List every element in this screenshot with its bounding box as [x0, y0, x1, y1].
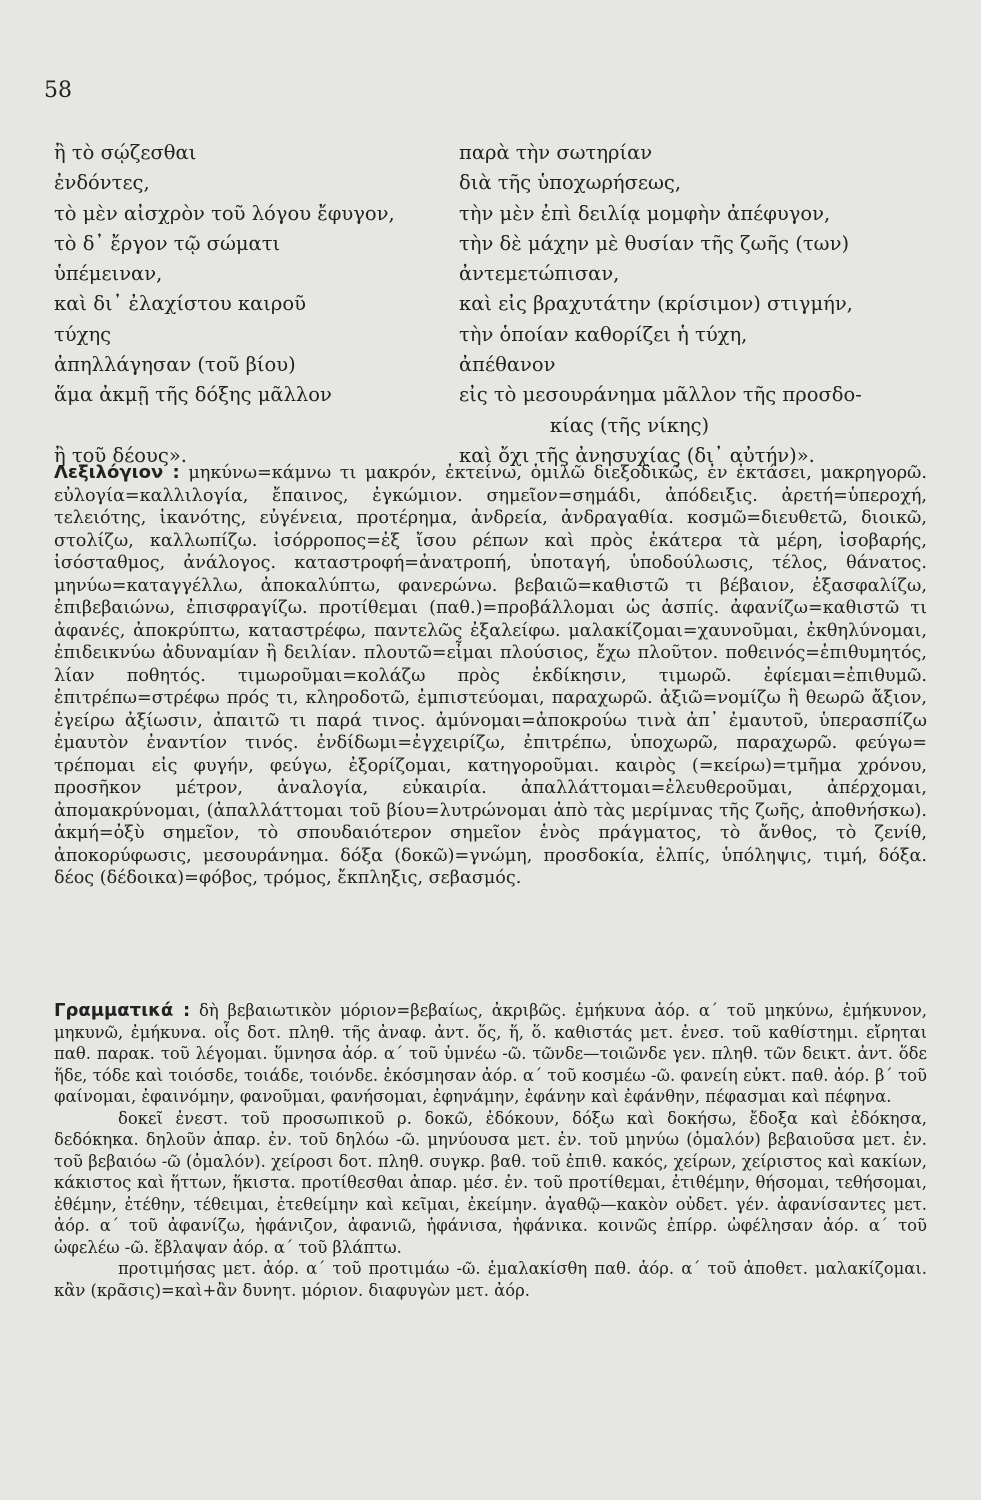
original-line: ἢ τὸ σῴζεσθαι	[54, 141, 197, 164]
glossary-section	[54, 462, 927, 890]
translation-line: τὴν μὲν ἐπὶ δειλίᾳ μομφὴν ἀπέφυγον,	[459, 201, 831, 225]
translation-line: καὶ ὄχι τῆς ἀνησυχίας (δι᾿ αὐτήν)».	[459, 443, 815, 467]
glossary-text: μηκύνω=κάμνω τι μακρόν, ἐκτείνω, ὁμιλῶ διεξοδικῶς, ἐν ἐκτάσει, μακρηγορῶ. εὐλογία=καλλιλογία, ἔπαινος, ἐγκώμιον. σημεῖον=σημάδι, ἀπόδειξις. ἀρετή=ὑπεροχή, τελειότης, ἱκανότης, εὐγένεια, προτέρημα, ἀνδρεία, ἀνδραγαθία. κοσμῶ=διευθετῶ, διοικῶ, στολίζω, καλλωπίζω. ἰσόρροπος=ἐξ ἴσου ρέπων καὶ πρὸς ἑκάτερα τὰ μέρη, ἰσοβαρής, ἰσόσταθμος, ἀνάλογος. καταστροφή=ἀνατροπή, ὑποταγή, ὑποδούλωσις, τέλος, θάνατος. μηνύω=καταγγέλλω, ἀποκαλύπτω, φανερώνω. βεβαιῶ=καθιστῶ τι βέβαιον, ἐξασφαλίζω, ἐπιβεβαιώνω, ἐπισφραγίζω. προτίθεμαι (παθ.)=προβάλλομαι ὡς ἀσπίς. ἀφανίζω=καθιστῶ τι ἀφανές, ἀποκρύπτω, καταστρέφω, παντελῶς ἐξαλείφω. μαλακίζομαι=χαυνοῦμαι, ἐκθηλύνομαι, ἐπιδεικνύω ἀδυναμίαν ἢ δειλίαν. πλουτῶ=εἶμαι πλούσιος, ἔχω πλοῦτον. ποθεινός=ἐπιθυμητός, λίαν ποθητός. τιμωροῦμαι=κολάζω πρὸς ἐκδίκησιν, τιμωρῶ. ἐφίεμαι=ἐπιθυμῶ. ἐπιτρέπω=στρέφω πρός τι, κληροδοτῶ, ἐμπιστεύομαι, παραχωρῶ. ἀξιῶ=νομίζω ἢ θεωρῶ ἄξιον, ἐγείρω ἀξίωσιν, ἀπαιτῶ τι παρά τινος. ἀμύνομαι=ἀποκρούω τινὰ ἀπ᾿ ἐμαυτοῦ, ὑπερασπίζω ἐμαυτὸν ἐναντίον τινός. ἐνδίδωμι=ἐγχειρίζω, ἐπιτρέπω, ὑποχωρῶ, παραχωρῶ. φεύγω= τρέπομαι εἰς φυγήν, φεύγω, ἐξορίζομαι, κατηγοροῦμαι. καιρὸς (=κείρω)=τμῆμα χρόνου, προσῆκον μέτρον, ἀναλογία, εὐκαιρία. ἀπαλλάττομαι=ἐλευθεροῦμαι, ἀπέρχομαι, ἀπομακρύνομαι, (ἀπαλλάττομαι τοῦ βίου=λυτρώνομαι ἀπὸ τὰς μερίμνας τῆς ζωῆς, ἀποθνήσκω). ἀκμή=ὀξὺ σημεῖον, τὸ σπουδαιότερον σημεῖον ἑνὸς πράγματος, τὸ ἄνθος, τὸ ζενίθ, ἀποκορύφωσις, μεσουράνημα. δόξα (δοκῶ)=γνώμη, προσδοκία, ἐλπίς, ὑπόληψις, τιμή, δόξα. δέος (δέδοικα)=φόβος, τρόμος, ἔκπληξις, σεβασμός.	[54, 463, 927, 888]
glossary-heading: Λεξιλόγιον :	[54, 462, 180, 483]
grammar-text: δὴ βεβαιωτικὸν μόριον=βεβαίως, ἀκριβῶς. ἐμήκυνα ἀόρ. α΄ τοῦ μηκύνω, ἐμήκυνον, μηκυνῶ, ἐμήκυνα. οἷς δοτ. πληθ. τῆς ἀναφ. ἀντ. ὅς, ἥ, ὅ. καθιστάς μετ. ἐνεσ. τοῦ καθίστημι. εἴρηται παθ. παρακ. τοῦ λέγομαι. ὕμνησα ἀόρ. α΄ τοῦ ὑμνέω -ῶ. τῶνδε—τοιῶνδε γεν. πληθ. τῶν δεικτ. ἀντ. ὅδε ἥδε, τόδε καὶ τοιόσδε, τοιάδε, τοιόνδε. ἐκόσμησαν ἀόρ. α΄ τοῦ κοσμέω -ῶ. φανείη εὐκτ. παθ. ἀόρ. β΄ τοῦ φαίνομαι, ἐφαινόμην, φανοῦμαι, φανήσομαι, ἐφηνάμην, ἐφάνην καὶ ἐφάνθην, πέφασμαι καὶ πέφηνα.	[54, 1001, 927, 1106]
original-line: ὑπέμειναν,	[54, 262, 163, 286]
translation-line: τὴν ὁποίαν καθορίζει ἡ τύχη,	[459, 322, 748, 346]
parallel-row	[50, 350, 950, 380]
parallel-row	[50, 320, 950, 350]
translation-line: καὶ εἰς βραχυτάτην (κρίσιμον) στιγμήν,	[459, 292, 853, 316]
parallel-row	[50, 138, 950, 168]
parallel-translation	[50, 138, 950, 471]
original-line	[50, 411, 459, 441]
page-number: 58	[44, 78, 72, 103]
original-line: τὸ δ᾿ ἔργον τῷ σώματι	[54, 231, 281, 255]
original-line: τύχης	[54, 322, 112, 346]
translation-line: τὴν δὲ μάχην μὲ θυσίαν τῆς ζωῆς (των)	[459, 231, 850, 255]
grammar-paragraph	[54, 1000, 927, 1108]
translation-line: ἀπέθανον	[459, 353, 556, 377]
original-line: καὶ δι᾿ ἐλαχίστου καιροῦ	[54, 292, 306, 316]
grammar-section	[54, 1000, 927, 1301]
original-line: ἐνδόντες,	[54, 171, 150, 195]
parallel-row	[50, 289, 950, 319]
translation-line: ἀντεμετώπισαν,	[459, 262, 620, 286]
grammar-heading: Γραμματικά :	[54, 1000, 191, 1021]
original-line: ἢ τοῦ δέους».	[54, 443, 187, 467]
original-line: ἀπηλλάγησαν (τοῦ βίου)	[54, 353, 296, 377]
parallel-row	[50, 199, 950, 229]
parallel-row	[50, 229, 950, 259]
parallel-row	[50, 259, 950, 289]
parallel-row	[50, 411, 950, 441]
parallel-row	[50, 168, 950, 198]
translation-line: διὰ τῆς ὑποχωρήσεως,	[459, 171, 682, 195]
translation-line: παρὰ τὴν σωτηρίαν	[459, 141, 653, 164]
parallel-row	[50, 380, 950, 410]
translation-line: κίας (τῆς νίκης)	[549, 413, 710, 437]
translation-line: εἰς τὸ μεσουράνημα μᾶλλον τῆς προσδο-	[459, 383, 862, 407]
grammar-paragraph: δοκεῖ ἐνεστ. τοῦ προσωπικοῦ ρ. δοκῶ, ἐδόκουν, δόξω καὶ δοκήσω, ἔδοξα καὶ ἐδόκησα, δεδόκηκα. δηλοῦν ἀπαρ. ἐν. τοῦ δηλόω -ῶ. μηνύουσα μετ. ἐν. τοῦ μηνύω (ὁμαλόν) βεβαιοῦσα μετ. ἐν. τοῦ βεβαιόω -ῶ (ὁμαλόν). χείροσι δοτ. πληθ. συγκρ. βαθ. τοῦ ἐπιθ. κακός, χείρων, χείριστος καὶ κακίων, κάκιστος καὶ ἥττων, ἥκιστα. προτίθεσθαι ἀπαρ. μέσ. ἐν. τοῦ προτίθεμαι, ἐτιθέμην, θήσομαι, τεθήσομαι, ἐθέμην, ἐτέθην, τέθειμαι, ἐτεθείμην καὶ κεῖμαι, ἐκείμην. ἀγαθῷ—κακὸν οὐδετ. γέν. ἀφανίσαντες μετ. ἀόρ. α΄ τοῦ ἀφανίζω, ἠφάνιζον, ἀφανιῶ, ἠφάνισα, ἠφάνικα. κοινῶς ἐπίρρ. ὠφέλησαν ἀόρ. α΄ τοῦ ὠφελέω -ῶ. ἔβλαψαν ἀόρ. α΄ τοῦ βλάπτω.	[54, 1108, 927, 1257]
grammar-paragraph: προτιμήσας μετ. ἀόρ. α΄ τοῦ προτιμάω -ῶ. ἐμαλακίσθη παθ. ἀόρ. α΄ τοῦ ἀποθετ. μαλακίζομαι. κἂν (κρᾶσις)=καὶ+ἂν δυνητ. μόριον. διαφυγὼν μετ. ἀόρ.	[54, 1259, 927, 1300]
original-line: τὸ μὲν αἰσχρὸν τοῦ λόγου ἔφυγον,	[54, 201, 395, 225]
original-line: ἅμα ἀκμῇ τῆς δόξης μᾶλλον	[54, 383, 332, 407]
